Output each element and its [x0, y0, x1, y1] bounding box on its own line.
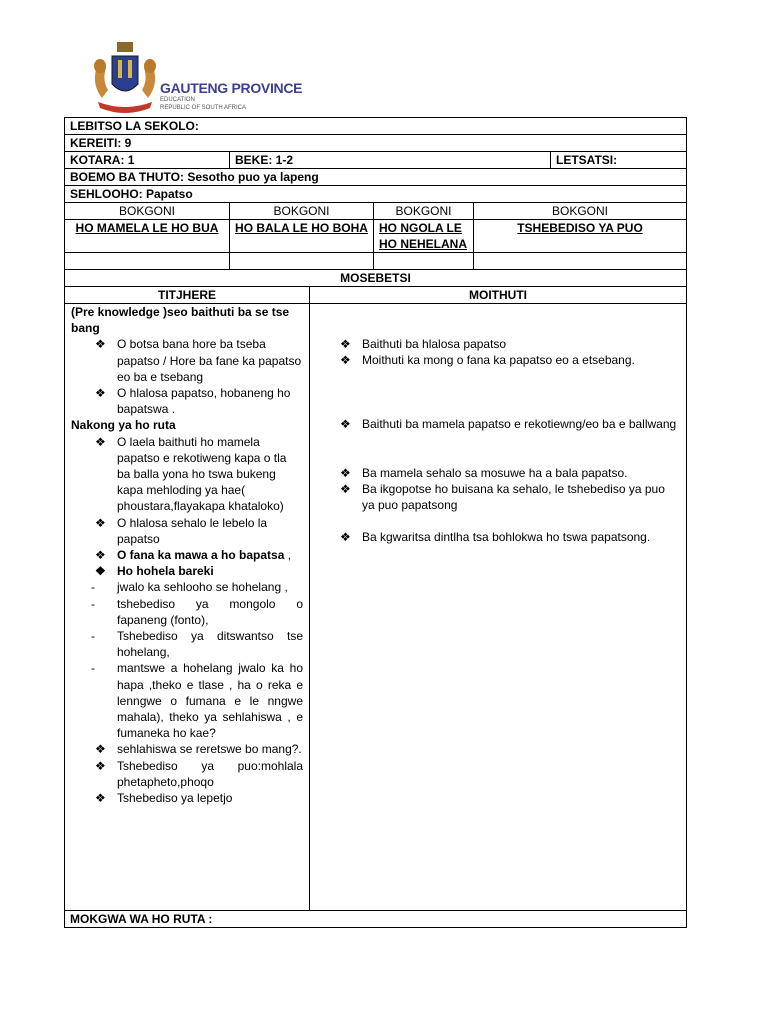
teacher-activities-cell[interactable] — [65, 304, 310, 911]
list-item — [71, 547, 303, 563]
list-item-text: sehlahiswa se reretswe bo mang?. — [117, 742, 302, 757]
list-item — [71, 660, 303, 741]
list-item-text: O laela baithuti ho mamela papatso e rekotiweng kapa o tla ba balla yona ho tswa bukeng kapa mehloding ya hae( phoustara,flayakapa khataloko) — [117, 434, 287, 514]
skill-writing-presenting: HO NGOLA LE HO NEHELANA — [374, 220, 474, 253]
diamond-bullet-icon: ❖ — [95, 548, 106, 563]
list-item-text: O botsa bana hore ba tseba papatso / Hore ba fane ka papatso eo ba e tsebang — [117, 337, 302, 384]
prior-knowledge-heading: (Pre knowledge )seo baithuti ba se tse bang — [71, 305, 290, 336]
list-item — [316, 481, 680, 513]
school-name-field[interactable] — [65, 118, 687, 135]
diamond-bullet-icon: ❖ — [95, 386, 106, 401]
logo-text-block — [160, 80, 302, 112]
skill-blank-cell-4[interactable] — [474, 253, 687, 270]
dash-bullet: - — [91, 661, 95, 676]
logo-subtitle-education: EDUCATION — [160, 97, 195, 103]
list-item-text: Baithuti ba hlalosa papatso — [362, 337, 507, 351]
grade-label: KEREITI: 9 — [70, 136, 132, 150]
skill-blank-cell-2[interactable] — [230, 253, 374, 270]
during-lesson-list — [71, 434, 303, 580]
list-item — [71, 790, 303, 806]
list-item-text: Ba kgwaritsa dintlha tsa bohlokwa ho tswa papatsong. — [362, 530, 651, 545]
logo-subtitle-country: REPUBLIC OF SOUTH AFRICA — [160, 105, 247, 111]
subject-label: BOEMO BA THUTO: Sesotho puo ya lapeng — [70, 170, 319, 184]
diamond-bullet-icon: ❖ — [340, 530, 351, 545]
term-label: KOTARA: 1 — [70, 153, 135, 167]
during-lesson-heading: Nakong ya ho ruta — [71, 418, 176, 433]
dash-bullet: - — [91, 629, 95, 644]
gauteng-logo — [90, 40, 303, 118]
skill-heading-1: BOKGONI — [65, 203, 230, 220]
diamond-bullet-icon: ❖ — [340, 353, 351, 368]
list-item — [71, 385, 303, 417]
list-item-text: Tshebediso ya lepetjo — [117, 791, 233, 806]
learner-list-b — [316, 416, 680, 432]
skill-heading-3: BOKGONI — [374, 203, 474, 220]
coat-of-arms-icon — [90, 40, 160, 118]
list-item-text: Ba ikgopotse ho buisana ka sehalo, le tshebediso ya puo ya puo papatsong — [362, 481, 665, 513]
list-item-text: tshebediso ya mongolo o fapaneng (fonto), — [117, 596, 303, 627]
term-field[interactable] — [65, 152, 230, 169]
attract-item-text: Ho hohela bareki — [117, 564, 214, 579]
prior-knowledge-list — [71, 336, 303, 417]
dash-bullet: - — [91, 580, 95, 595]
week-label: BEKE: 1-2 — [235, 153, 294, 167]
subject-field[interactable] — [65, 169, 687, 186]
learner-list-d — [316, 529, 680, 545]
diamond-bullet-icon: ❖ — [95, 434, 106, 449]
grade-field[interactable] — [65, 135, 687, 152]
list-item-text: O hlalosa sehalo le lebelo la papatso — [117, 515, 268, 546]
list-item-text: O hlalosa papatso, hobaneng ho bapatswa . — [117, 386, 291, 417]
list-item — [316, 352, 680, 368]
list-item — [316, 416, 680, 432]
diamond-bullet-icon: ❖ — [340, 337, 351, 351]
list-item — [71, 434, 303, 515]
list-item — [71, 758, 303, 790]
skill-heading-4: BOKGONI — [474, 203, 687, 220]
focus-item-tail: , — [284, 548, 292, 563]
advert-features-list — [71, 579, 303, 806]
list-item — [71, 628, 303, 660]
list-item — [316, 465, 680, 481]
list-item — [71, 596, 303, 628]
teacher-heading: TITJHERE — [65, 287, 310, 304]
diamond-bullet-icon: ❖ — [95, 337, 106, 352]
list-item-text: mantswe a hohelang jwalo ka ho hapa ,theko e tlase , ha o reka e lenngwe o fumana e le nngwe mahala), theko ya sehlahiswa , e fumaneka ho kae? — [117, 661, 303, 741]
teaching-method-field[interactable] — [65, 911, 687, 928]
diamond-bullet-icon: ❖ — [340, 417, 351, 432]
learner-heading: MOITHUTI — [310, 287, 687, 304]
activities-heading: MOSEBETSI — [65, 270, 687, 287]
date-field[interactable] — [551, 152, 687, 169]
focus-item-text: O fana ka mawa a ho bapatsa — [117, 548, 285, 563]
diamond-bullet-icon: ❖ — [95, 791, 106, 806]
learner-list-c — [316, 465, 680, 514]
list-item — [71, 579, 303, 595]
teaching-method-label: MOKGWA WA HO RUTA : — [70, 912, 213, 926]
list-item-text: Baithuti ba mamela papatso e rekotiewng/eo ba e ballwang — [362, 417, 677, 432]
list-item-text: Moithuti ka mong o fana ka papatso eo a etsebang. — [362, 353, 635, 368]
dash-bullet: - — [91, 596, 95, 611]
list-item — [71, 741, 303, 757]
learner-list-a — [316, 336, 680, 368]
skill-blank-cell-3[interactable] — [374, 253, 474, 270]
list-item — [71, 563, 303, 579]
list-item — [71, 515, 303, 547]
week-field[interactable] — [230, 152, 551, 169]
skill-reading-viewing: HO BALA LE HO BOHA — [230, 220, 374, 253]
list-item — [316, 336, 680, 352]
lesson-plan-table — [64, 117, 687, 928]
list-item-text: Ba mamela sehalo sa mosuwe ha a bala papatso. — [362, 465, 628, 480]
diamond-bullet-icon: ❖ — [340, 481, 351, 496]
diamond-bullet-icon: ❖ — [340, 465, 351, 480]
learner-activities-cell[interactable] — [310, 304, 687, 911]
list-item-text: jwalo ka sehlooho se hohelang , — [117, 580, 288, 595]
date-label: LETSATSI: — [556, 153, 618, 167]
list-item — [71, 336, 303, 385]
topic-label: SEHLOOHO: Papatso — [70, 187, 193, 201]
logo-title: GAUTENG PROVINCE — [160, 80, 303, 96]
diamond-bullet-icon: ❖ — [95, 564, 106, 579]
skill-listening-speaking: HO MAMELA LE HO BUA — [65, 220, 230, 253]
diamond-bullet-icon: ❖ — [95, 515, 106, 530]
list-item-text: Tshebediso ya ditswantso tse hohelang, — [117, 629, 303, 660]
skill-heading-2: BOKGONI — [230, 203, 374, 220]
skill-blank-cell-1[interactable] — [65, 253, 230, 270]
diamond-bullet-icon: ❖ — [95, 742, 106, 757]
school-name-label: LEBITSO LA SEKOLO: — [70, 119, 199, 133]
list-item-text: Tshebediso ya puo:mohlala phetapheto,phoqo — [117, 758, 303, 789]
list-item — [316, 529, 680, 545]
topic-field[interactable] — [65, 186, 687, 203]
skill-language-use: TSHEBEDISO YA PUO — [474, 220, 687, 253]
diamond-bullet-icon: ❖ — [95, 758, 106, 773]
